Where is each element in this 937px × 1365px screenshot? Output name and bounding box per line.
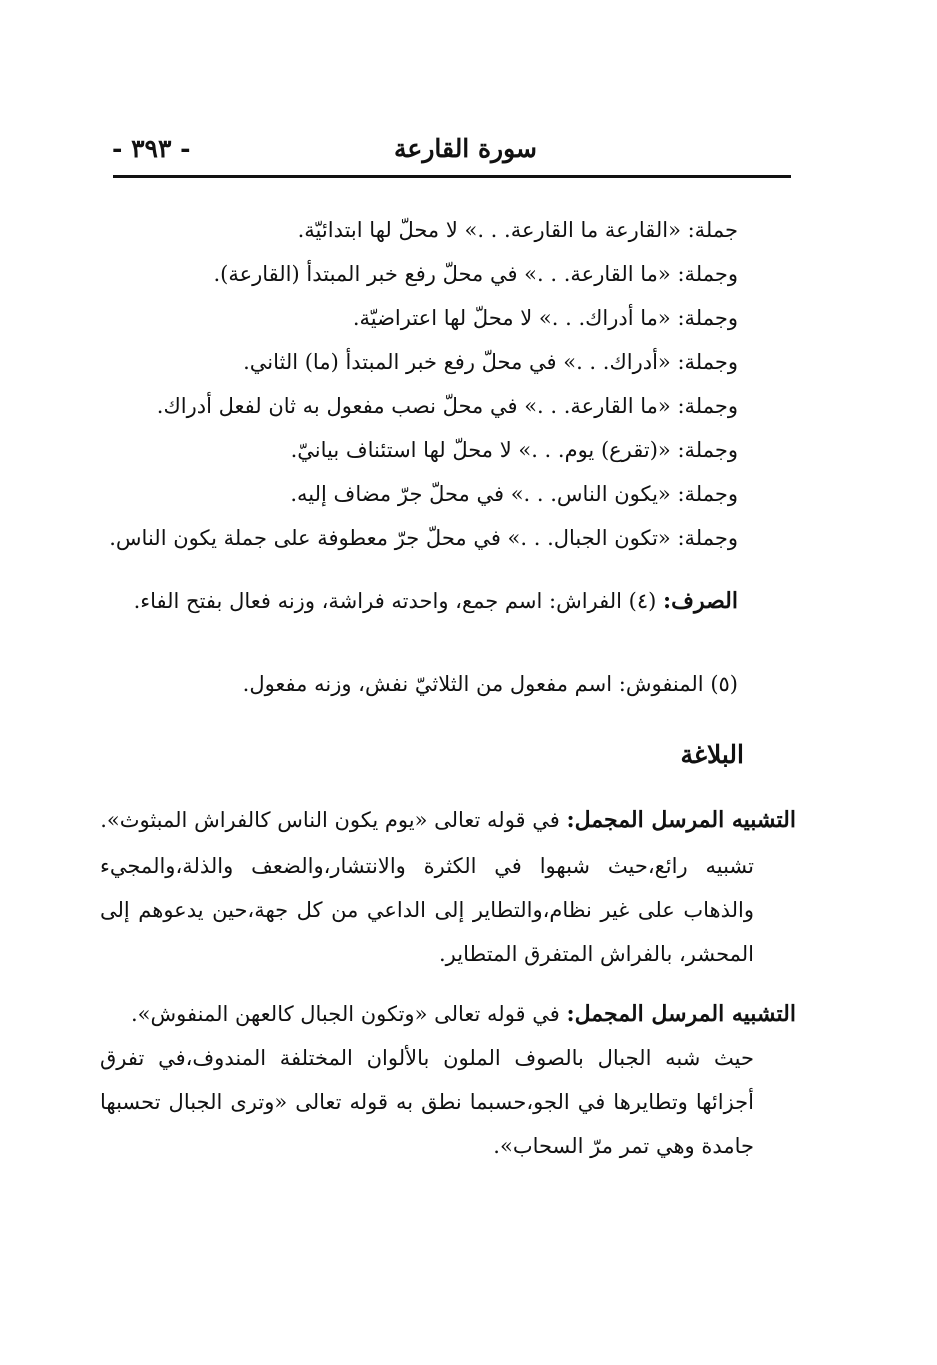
page-number: - ٣٩٣ - [112,134,191,163]
balagha-item-1 [100,798,796,842]
item-2-quote: في قوله تعالى «وتكون الجبال كالعهن المنفوش». [130,1002,560,1026]
header-rule [113,175,791,178]
balagha-heading: البلاغة [680,740,744,769]
irab-line: وجملة: «ما أدراك. . .» لا محلّ لها اعتراضيّة. [352,306,738,330]
item-2-label: التشبيه المرسل المجمل: [566,1001,796,1027]
sarf-paragraph [98,578,738,624]
irab-line: وجملة: «أدراك. . .» في محلّ رفع خبر المبتدأ (ما) الثاني. [243,350,738,374]
item-1-quote: في قوله تعالى «يوم يكون الناس كالفراش المبثوث». [100,808,560,832]
irab-line: وجملة: «(تقرع) يوم. . .» لا محلّ لها استئناف بيانيّ. [290,438,738,462]
irab-line: وجملة: «تكون الجبال. . .» في محلّ جرّ معطوفة على جملة يكون الناس. [109,526,738,550]
balagha-item-1-text: تشبيه رائع،حيث شبهوا في الكثرة والانتشار،والضعف والذلة،والمجيء والذهاب على غير نظام،والتطاير إلى الداعي من كل جهة،حين يدعوهم إلى المحشر، بالفراش المتفرق المتطاير. [100,854,754,966]
sarf-text: (٤) الفراش: اسم جمع، واحدته فراشة، وزنه فعال بفتح الفاء. [133,589,657,613]
balagha-item-2-text: حيث شبه الجبال بالصوف الملون بالألوان المختلفة المندوف،في تفرق أجزائها وتطايرها في الجو،حسبما نطق به قوله تعالى «وترى الجبال تحسبها جامدة وهي تمر مرّ السحاب». [100,1046,754,1158]
irab-line: وجملة: «ما القارعة. . .» في محلّ نصب مفعول به ثان لفعل أدراك. [156,394,738,418]
page-header [112,132,792,172]
irab-line: وجملة: «يكون الناس. . .» في محلّ جرّ مضاف إليه. [290,482,738,506]
irab-line: جملة: «القارعة ما القارعة. . .» لا محلّ لها ابتدائيّة. [297,218,738,242]
surah-title: سورة القارعة [394,134,537,163]
sarf-line-2: (٥) المنفوش: اسم مفعول من الثلاثيّ نفش، وزنه مفعول. [242,672,738,696]
sarf-label: الصرف: [663,588,738,614]
item-1-label: التشبيه المرسل المجمل: [566,807,796,833]
balagha-item-2 [100,992,796,1036]
irab-line: وجملة: «ما القارعة. . .» في محلّ رفع خبر المبتدأ (القارعة). [213,262,738,286]
